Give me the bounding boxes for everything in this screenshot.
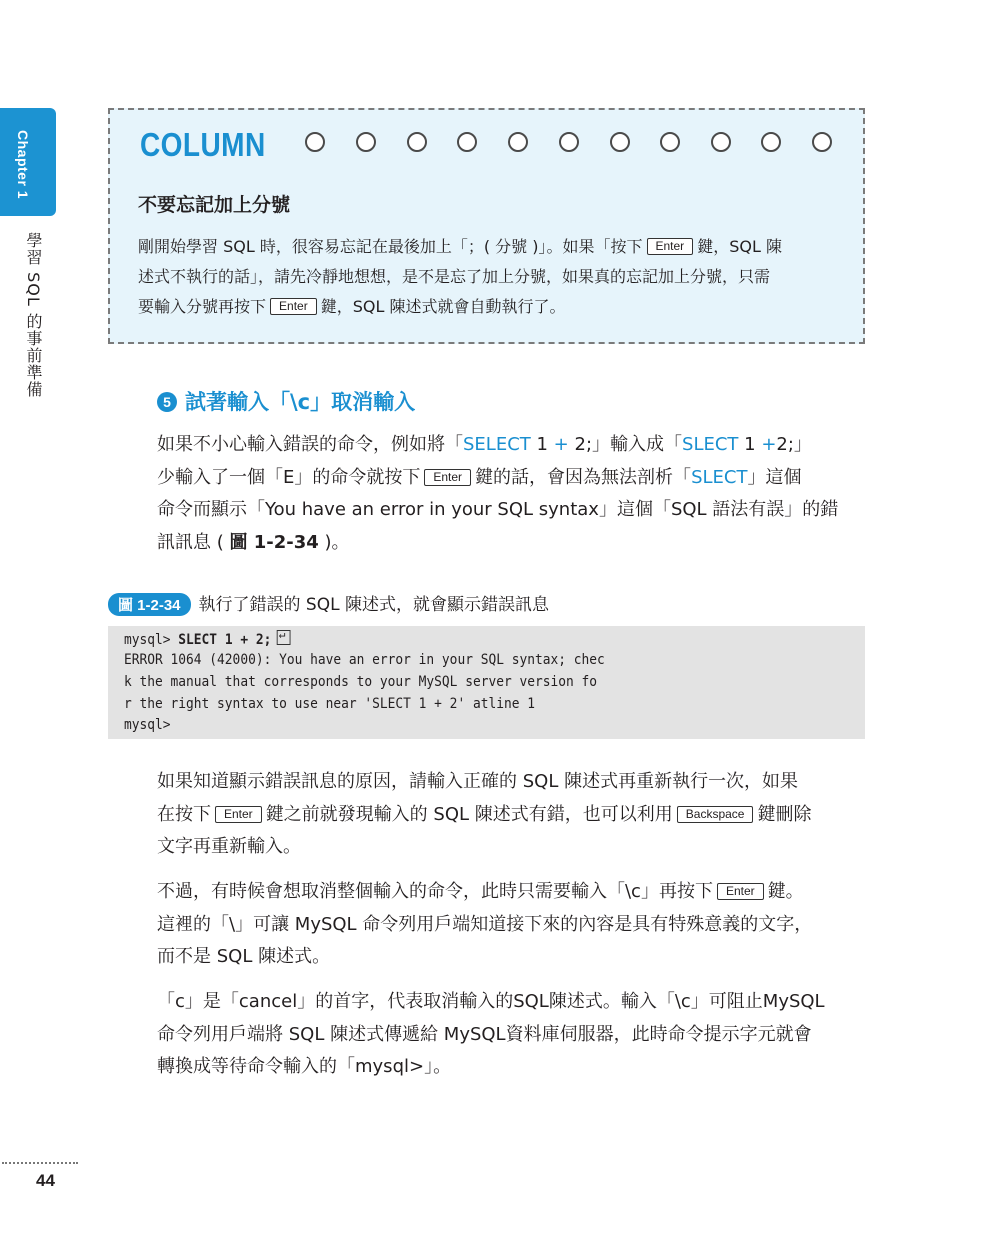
code-line: mysql> — [124, 717, 171, 733]
circle-icon — [559, 132, 579, 152]
text: 鍵，SQL 陳 — [697, 237, 782, 256]
code-line — [124, 630, 291, 648]
prompt: mysql> — [124, 632, 179, 648]
text: 鍵，SQL 陳述式就會自動執行了。 — [320, 297, 566, 316]
para-line: 命令列用戶端將 SQL 陳述式傳遞給 MySQL資料庫伺服器，此時命令提示字元就會 — [157, 1023, 812, 1045]
para-line: 而不是 SQL 陳述式。 — [157, 946, 331, 967]
text: 鍵的話，會因為無法剖析「 — [475, 466, 692, 488]
circle-icon — [812, 132, 832, 152]
code-line: k the manual that corresponds to your MySQL server version fo — [124, 674, 598, 690]
code-line: r the right syntax to use near 'SLECT 1 + 2' atline 1 — [124, 696, 535, 712]
paragraph-4 — [157, 986, 865, 1084]
text: 少輸入了一個「E」的命令就按下 — [157, 466, 421, 488]
section-title: 試著輸入「\c」取消輸入 — [185, 390, 416, 414]
circle-icon — [660, 132, 680, 152]
circle-icon — [407, 132, 427, 152]
code-keyword: SLECT — [682, 434, 739, 455]
paragraph-2 — [157, 766, 865, 864]
circle-icon — [457, 132, 477, 152]
para-line — [157, 799, 865, 832]
circle-icon — [610, 132, 630, 152]
figure-caption — [108, 590, 549, 616]
figure-caption-text: 執行了錯誤的 SQL 陳述式，就會顯示錯誤訊息 — [198, 595, 549, 615]
enter-key-icon — [277, 630, 291, 645]
para-line — [157, 462, 865, 495]
text: 」這個 — [747, 466, 802, 488]
column-line — [138, 292, 844, 322]
text: 鍵之前就發現輸入的 SQL 陳述式有錯，也可以利用 — [265, 803, 673, 825]
decorative-circles — [305, 132, 840, 156]
text: 在按下 — [157, 803, 211, 825]
command: SLECT 1 + 2; — [178, 632, 272, 648]
code-block — [108, 626, 865, 739]
circle-icon — [508, 132, 528, 152]
circle-icon — [305, 132, 325, 152]
code-keyword: SLECT — [691, 466, 748, 488]
step-number-badge: 5 — [157, 392, 177, 412]
figure-reference: 圖 1-2-34 — [229, 531, 319, 553]
figure-badge: 圖 1-2-34 — [108, 593, 191, 616]
circle-icon — [356, 132, 376, 152]
enter-key: Enter — [647, 238, 694, 255]
footer-divider — [2, 1162, 78, 1164]
column-line: 述式不執行的話」，請先冷靜地想想，是不是忘了加上分號，如果真的忘記加上分號，只需 — [138, 267, 771, 286]
column-line — [138, 232, 844, 262]
paragraph-1 — [157, 429, 865, 559]
text: 1 — [530, 434, 554, 455]
code-operator: + — [553, 434, 569, 455]
enter-key: Enter — [424, 469, 471, 486]
para-line — [157, 527, 865, 560]
para-line: 「c」是「cancel」的首字，代表取消輸入的SQL陳述式。輸入「\c」可阻止MySQL — [157, 991, 825, 1012]
text: 鍵刪除 — [757, 803, 812, 825]
text: 要輸入分號再按下 — [138, 297, 267, 316]
backspace-key: Backspace — [677, 806, 754, 823]
code-operator: + — [761, 434, 777, 455]
code-keyword: SELECT — [463, 434, 531, 455]
circle-icon — [761, 132, 781, 152]
code-line: ERROR 1064 (42000): You have an error in your SQL syntax; chec — [124, 652, 605, 668]
text: 如果不小心輸入錯誤的命令，例如將「 — [157, 434, 463, 455]
text: 2;」 — [776, 434, 812, 455]
para-line — [157, 876, 865, 909]
text: 不過，有時候會想取消整個輸入的命令，此時只需要輸入「\c」再按下 — [157, 881, 713, 902]
chapter-tab — [0, 108, 56, 216]
text: 1 — [738, 434, 762, 455]
paragraph-3 — [157, 876, 865, 974]
text: 訊訊息 ( — [157, 531, 230, 553]
text: 剛開始學習 SQL 時，很容易忘記在最後加上「；( 分號 )」。如果「按下 — [138, 237, 643, 256]
text: )。 — [318, 531, 350, 553]
chapter-title: 學習 SQL 的事前準備 — [24, 232, 43, 398]
enter-key: Enter — [270, 298, 317, 315]
text: 2;」輸入成「 — [568, 434, 683, 455]
para-line: 這裡的「\」可讓 MySQL 命令列用戶端知道接下來的內容是具有特殊意義的文字， — [157, 913, 813, 935]
column-body — [138, 232, 844, 322]
para-line: 轉換成等待命令輸入的「mysql>」。 — [157, 1056, 452, 1077]
page-number: 44 — [36, 1171, 55, 1190]
column-box — [108, 108, 865, 344]
para-line — [157, 429, 865, 462]
para-line: 文字再重新輸入。 — [157, 836, 301, 857]
text: 鍵。 — [767, 881, 804, 902]
para-line: 命令而顯示「You have an error in your SQL syntax」這個「SQL 語法有誤」的錯 — [157, 499, 839, 520]
enter-key: Enter — [717, 883, 764, 900]
column-subtitle: 不要忘記加上分號 — [138, 194, 291, 216]
chapter-tab-label: Chapter 1 — [15, 130, 31, 200]
section-heading — [157, 386, 415, 416]
column-heading: COLUMN — [140, 126, 266, 163]
enter-key: Enter — [215, 806, 262, 823]
circle-icon — [711, 132, 731, 152]
para-line: 如果知道顯示錯誤訊息的原因，請輸入正確的 SQL 陳述式再重新執行一次，如果 — [157, 771, 799, 792]
